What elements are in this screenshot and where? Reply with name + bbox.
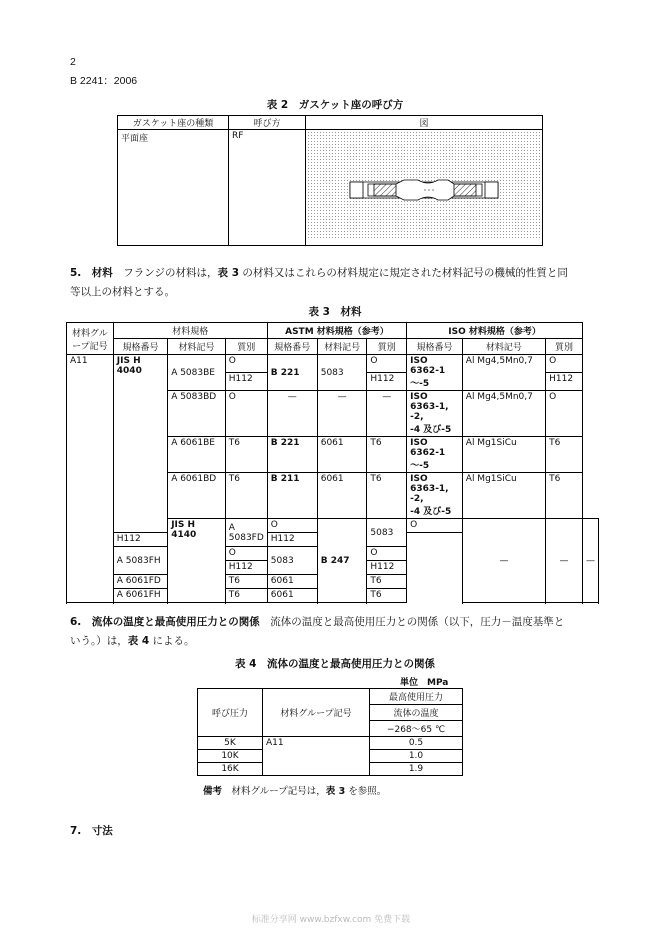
table4	[197, 688, 463, 776]
astm-sym-dash: —	[317, 391, 367, 437]
header-temper: 質別	[225, 339, 267, 355]
mat-sym: A 6061BE	[168, 437, 226, 473]
table4-note	[203, 783, 386, 797]
iso-no	[407, 355, 463, 391]
mat-sym: A 6061FD	[113, 575, 167, 589]
table4-ref: 表 4	[127, 635, 150, 647]
header-mat-sym: 材料記号	[168, 339, 226, 355]
temper: O	[225, 391, 267, 437]
note-text-b: を参照。	[345, 786, 387, 797]
section6-text-line1: 流体の温度と最高使用圧力との関係（以下，圧力－温度基準と	[270, 616, 565, 628]
astm-no: B 247	[317, 519, 367, 603]
max-pressure: 1.0	[370, 750, 463, 763]
astm-sym: 6061	[267, 589, 317, 603]
iso-no-line1: ISO 6362-1	[410, 438, 446, 458]
header-fluid-temp: 流体の温度	[370, 705, 463, 721]
iso-temper: O	[546, 355, 583, 373]
note-text-a: 材料グループ記号は，	[231, 786, 326, 797]
section6-text-b: による。	[149, 635, 195, 647]
iso-no-line1: ISO	[410, 474, 428, 484]
astm-no: B 211	[267, 473, 317, 519]
header-spec: 材料規格	[113, 323, 267, 339]
iso-no-line2: 6363-1, -2,	[410, 484, 449, 504]
page-number: 2	[70, 56, 76, 68]
section6-number: 6.	[70, 616, 82, 628]
astm-temper: H112	[367, 373, 407, 391]
iso-no-line2: ～-5	[410, 379, 430, 389]
header-group-line2: ープ記号	[72, 341, 108, 352]
iso-no-line3: -4 及び-5	[410, 507, 452, 517]
header-mat-sym: 材料記号	[462, 339, 545, 355]
temper: H112	[225, 561, 267, 575]
section7-heading	[70, 822, 113, 841]
astm-no-dash: —	[267, 391, 317, 437]
astm-temper: T6	[367, 473, 407, 519]
astm-sym: 5083	[267, 547, 317, 575]
gasket-designation: RF	[229, 130, 306, 246]
section7-title: 寸法	[91, 825, 113, 837]
iso-temper: H112	[546, 373, 583, 391]
astm-temper: H112	[367, 561, 407, 575]
header-std-no: 規格番号	[113, 339, 167, 355]
iso-temper: O	[546, 391, 583, 437]
temper: O	[225, 547, 267, 561]
astm-no: B 221	[267, 355, 317, 391]
iso-no-line2: 6363-1, -2,	[410, 402, 449, 422]
astm-no: B 221	[267, 437, 317, 473]
temper: T6	[225, 473, 267, 519]
astm-temper-dash: —	[367, 391, 407, 437]
iso-temper: T6	[546, 437, 583, 473]
max-pressure: 0.5	[370, 737, 463, 750]
header-std-no: 規格番号	[407, 339, 463, 355]
astm-temper: T6	[367, 437, 407, 473]
nominal-pressure: 16K	[198, 763, 263, 776]
iso-no-line1: ISO 6362-1	[410, 356, 446, 376]
header-mat-sym: 材料記号	[317, 339, 367, 355]
footer-watermark: 标准分享网 www.bzfxw.com 免费下载	[251, 915, 411, 925]
table3-caption: 表 3 材料	[308, 306, 362, 318]
mat-sym: A 5083FD	[225, 519, 267, 547]
temper: H112	[113, 533, 167, 547]
section7-number: 7.	[70, 825, 82, 837]
flange-rf-figure	[308, 132, 540, 240]
iso-sym: Al Mg1SiCu	[462, 473, 545, 519]
section6-title: 流体の温度と最高使用圧力との関係	[91, 616, 260, 628]
header-temper: 質別	[367, 339, 407, 355]
header-nominal-pressure: 呼び圧力	[198, 689, 263, 737]
material-group: A11	[263, 737, 370, 776]
iso-temper-dash: —	[583, 519, 599, 603]
astm-temper: O	[407, 519, 463, 533]
table4-unit: 単位 MPa	[400, 678, 449, 688]
astm-sym: 5083	[317, 355, 367, 391]
table2-header: ガスケット座の種類	[118, 116, 229, 130]
astm-temper: O	[367, 355, 407, 373]
header-group	[67, 323, 114, 355]
iso-no-line3: -4 及び-5	[410, 425, 452, 435]
header-material-group: 材料グループ記号	[263, 689, 370, 737]
section5-text-line2: 等以上の材料とする。	[70, 286, 175, 298]
header-iso: ISO 材料規格（参考）	[407, 323, 583, 339]
mat-sym: A 5083BD	[168, 391, 226, 437]
astm-temper: H112	[267, 533, 317, 547]
iso-no	[407, 391, 463, 437]
header-temper: 質別	[546, 339, 583, 355]
note-label: 備考	[203, 786, 223, 797]
table2	[117, 115, 543, 246]
temper: O	[225, 355, 267, 373]
iso-sym-dash: —	[546, 519, 583, 603]
nominal-pressure: 10K	[198, 750, 263, 763]
temper: T6	[225, 589, 267, 603]
iso-sym: Al Mg4,5Mn0,7	[462, 391, 545, 437]
standard-number: B 2241：2006	[70, 75, 138, 87]
astm-sym: 6061	[317, 473, 367, 519]
table2-caption: 表 2 ガスケット座の呼び方	[266, 99, 404, 111]
iso-no	[407, 473, 463, 519]
header-temp-range: −268～65 ℃	[370, 721, 463, 737]
jis-h4140: JIS H 4140	[168, 519, 226, 603]
header-astm: ASTM 材料規格（参考）	[267, 323, 406, 339]
mat-sym: A 5083FH	[113, 547, 167, 575]
section5-text-b: の材料又はこれらの材料規定に規定された材料記号の機械的性質と同	[239, 267, 568, 279]
max-pressure: 1.9	[370, 763, 463, 776]
header-std-no: 規格番号	[267, 339, 317, 355]
mat-sym: A 6061FH	[113, 589, 167, 603]
gasket-seat-type: 平面座	[118, 130, 229, 246]
table2-header: 図	[306, 116, 543, 130]
mat-sym: A 6061BD	[168, 473, 226, 519]
mat-sym: A 5083BE	[168, 355, 226, 391]
nominal-pressure: 5K	[198, 737, 263, 750]
table3-ref: 表 3	[217, 267, 240, 279]
astm-temper: O	[367, 547, 407, 561]
section5-text-a: フランジの材料は，	[123, 267, 218, 279]
table4-caption: 表 4 流体の温度と最高使用圧力との関係	[235, 658, 435, 670]
astm-temper: T6	[367, 575, 407, 589]
section5-text	[70, 264, 610, 302]
astm-temper: T6	[367, 589, 407, 603]
iso-sym: Al Mg1SiCu	[462, 437, 545, 473]
section6-text	[70, 613, 610, 651]
temper: T6	[225, 437, 267, 473]
iso-no	[407, 437, 463, 473]
temper: O	[267, 519, 317, 533]
astm-sym: 6061	[317, 437, 367, 473]
figure-cell	[306, 130, 543, 246]
table3	[66, 322, 599, 603]
astm-sym: 5083	[367, 519, 407, 547]
temper: H112	[225, 373, 267, 391]
iso-sym: Al Mg4,5Mn0,7	[462, 355, 545, 391]
table2-header: 呼び方	[229, 116, 306, 130]
section5-title: 材料	[91, 267, 113, 279]
iso-temper: T6	[546, 473, 583, 519]
iso-no-line2: ～-5	[410, 461, 430, 471]
temper: T6	[225, 575, 267, 589]
note-table3-ref: 表 3	[325, 786, 346, 797]
group-code: A11	[67, 355, 114, 603]
section6-text-a: いう。）は，	[70, 635, 128, 647]
section5-number: 5.	[70, 267, 82, 279]
iso-no-line1: ISO	[410, 392, 428, 402]
iso-no-dash: —	[462, 519, 545, 603]
header-max-pressure: 最高使用圧力	[370, 689, 463, 705]
astm-sym: 6061	[267, 575, 317, 589]
jis-h4040: JIS H 4040	[113, 355, 167, 533]
header-group-line1: 材料グル	[72, 328, 108, 339]
